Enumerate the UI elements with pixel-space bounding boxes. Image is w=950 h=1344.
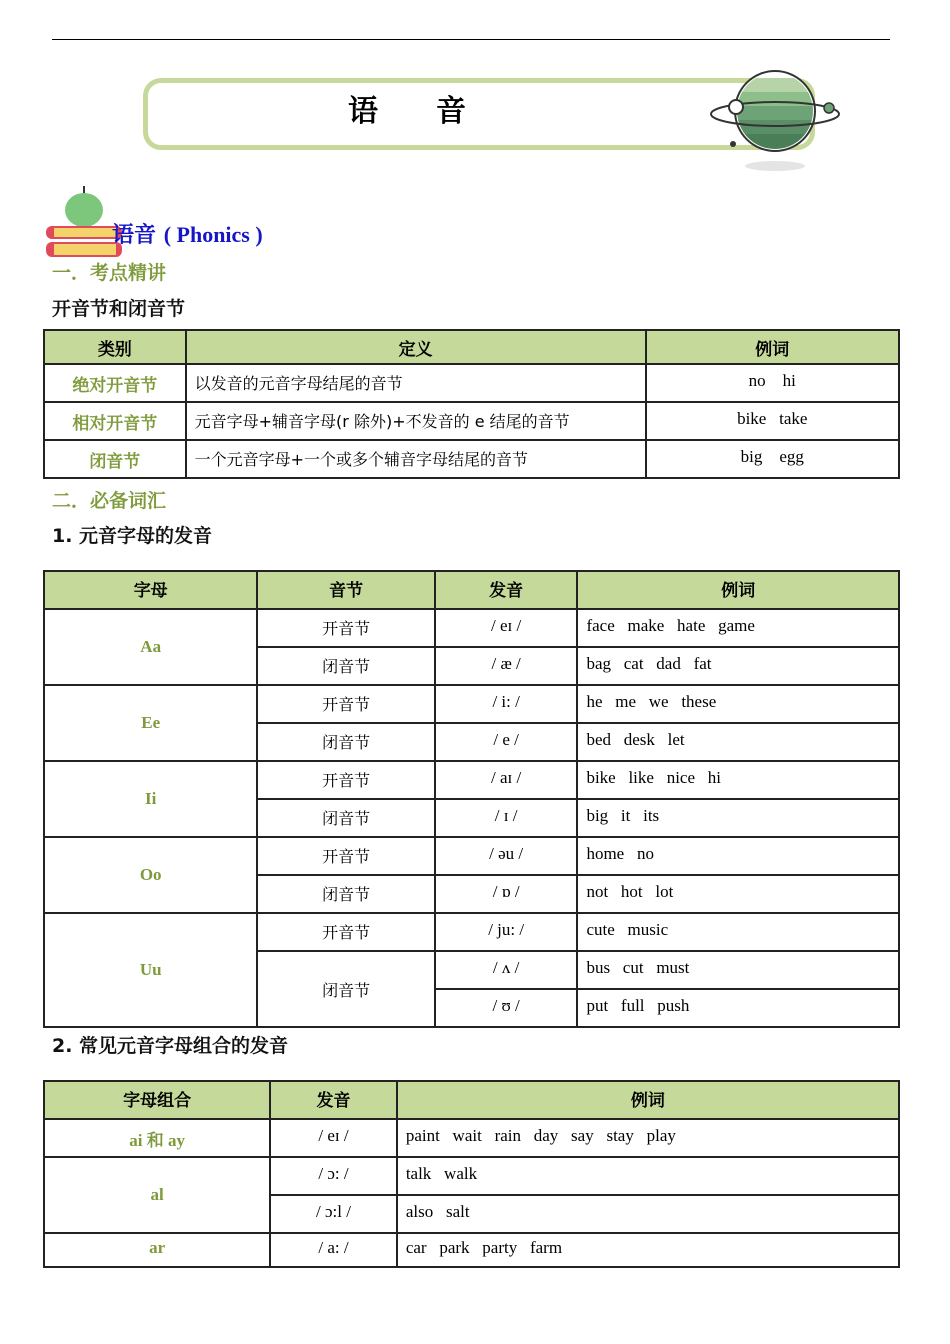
table-header-row	[44, 571, 899, 609]
syllable-cell: 开音节	[257, 685, 434, 723]
syllable-cell: 开音节	[257, 761, 434, 799]
example-cell: paint wait rain day say stay play	[397, 1119, 899, 1157]
combo-cell: ar	[44, 1233, 270, 1267]
definition-cell: 元音字母+辅音字母(r 除外)+不发音的 e 结尾的音节	[186, 402, 646, 440]
table-row	[44, 1157, 899, 1195]
ipa-cell: / ɒ /	[435, 875, 578, 913]
table-row	[44, 402, 899, 440]
letter-cell: Oo	[44, 837, 257, 913]
col-header: 发音	[270, 1081, 397, 1119]
col-header: 发音	[435, 571, 578, 609]
phonics-heading-cn: 语音	[112, 223, 157, 248]
col-header: 例词	[577, 571, 899, 609]
example-cell: car park party farm	[397, 1233, 899, 1267]
table-row	[44, 837, 899, 875]
table-header-row	[44, 330, 899, 364]
definition-cell: 以发音的元音字母结尾的音节	[186, 364, 646, 402]
section-heading-1: 一．考点精讲	[52, 262, 167, 284]
ipa-cell: / æ /	[435, 647, 578, 685]
ipa-cell: / ʌ /	[435, 951, 578, 989]
col-header: 音节	[257, 571, 434, 609]
example-cell: big egg	[646, 440, 900, 478]
example-cell: also salt	[397, 1195, 899, 1233]
definition-cell: 一个元音字母+一个或多个辅音字母结尾的音节	[186, 440, 646, 478]
subtitle-syllables: 开音节和闭音节	[52, 298, 186, 320]
example-cell: he me we these	[577, 685, 899, 723]
example-cell: talk walk	[397, 1157, 899, 1195]
table-row	[44, 1233, 899, 1267]
ipa-cell: / a: /	[270, 1233, 397, 1267]
example-cell: put full push	[577, 989, 899, 1027]
col-header: 定义	[186, 330, 646, 364]
ipa-cell: / ɪ /	[435, 799, 578, 837]
syllable-cell: 闭音节	[257, 951, 434, 1027]
example-cell: bed desk let	[577, 723, 899, 761]
example-cell: big it its	[577, 799, 899, 837]
top-rule	[52, 39, 890, 40]
vowel-letter-table	[43, 570, 900, 1028]
example-cell: not hot lot	[577, 875, 899, 913]
example-cell: no hi	[646, 364, 900, 402]
table-row	[44, 440, 899, 478]
vowel-combination-table	[43, 1080, 900, 1268]
phonics-heading	[112, 218, 263, 249]
table-row	[44, 913, 899, 951]
category-cell: 闭音节	[44, 440, 186, 478]
syllable-cell: 闭音节	[257, 875, 434, 913]
ipa-cell: / eɪ /	[435, 609, 578, 647]
col-header: 类别	[44, 330, 186, 364]
planet-icon	[705, 66, 845, 176]
letter-cell: Uu	[44, 913, 257, 1027]
syllable-table	[43, 329, 900, 479]
table-row	[44, 1119, 899, 1157]
syllable-cell: 开音节	[257, 609, 434, 647]
ipa-cell: / ju: /	[435, 913, 578, 951]
syllable-cell: 开音节	[257, 913, 434, 951]
ipa-cell: / ɔ: /	[270, 1157, 397, 1195]
example-cell: face make hate game	[577, 609, 899, 647]
table-row	[44, 609, 899, 647]
subtitle-combinations: 2. 常见元音字母组合的发音	[52, 1035, 289, 1057]
combo-cell: al	[44, 1157, 270, 1233]
example-cell: bike take	[646, 402, 900, 440]
ipa-cell: / ʊ /	[435, 989, 578, 1027]
letter-cell: Ee	[44, 685, 257, 761]
example-cell: cute music	[577, 913, 899, 951]
letter-cell: Ii	[44, 761, 257, 837]
syllable-cell: 闭音节	[257, 799, 434, 837]
ipa-cell: / e /	[435, 723, 578, 761]
section-heading-2: 二．必备词汇	[52, 490, 167, 512]
ipa-cell: / ɔ:l /	[270, 1195, 397, 1233]
category-cell: 相对开音节	[44, 402, 186, 440]
ipa-cell: / aɪ /	[435, 761, 578, 799]
ipa-cell: / i: /	[435, 685, 578, 723]
col-header: 字母组合	[44, 1081, 270, 1119]
example-cell: bike like nice hi	[577, 761, 899, 799]
table-row	[44, 364, 899, 402]
ipa-cell: / əu /	[435, 837, 578, 875]
syllable-cell: 闭音节	[257, 723, 434, 761]
category-cell: 绝对开音节	[44, 364, 186, 402]
page-title: 语音	[348, 94, 524, 129]
col-header: 例词	[397, 1081, 899, 1119]
table-header-row	[44, 1081, 899, 1119]
syllable-cell: 闭音节	[257, 647, 434, 685]
example-cell: bus cut must	[577, 951, 899, 989]
example-cell: home no	[577, 837, 899, 875]
col-header: 字母	[44, 571, 257, 609]
col-header: 例词	[646, 330, 900, 364]
phonics-heading-en: ( Phonics )	[163, 222, 263, 247]
ipa-cell: / eɪ /	[270, 1119, 397, 1157]
letter-cell: Aa	[44, 609, 257, 685]
table-row	[44, 761, 899, 799]
syllable-cell: 开音节	[257, 837, 434, 875]
example-cell: bag cat dad fat	[577, 647, 899, 685]
table-row	[44, 685, 899, 723]
subtitle-vowels: 1. 元音字母的发音	[52, 525, 213, 547]
combo-cell: ai 和 ay	[44, 1119, 270, 1157]
